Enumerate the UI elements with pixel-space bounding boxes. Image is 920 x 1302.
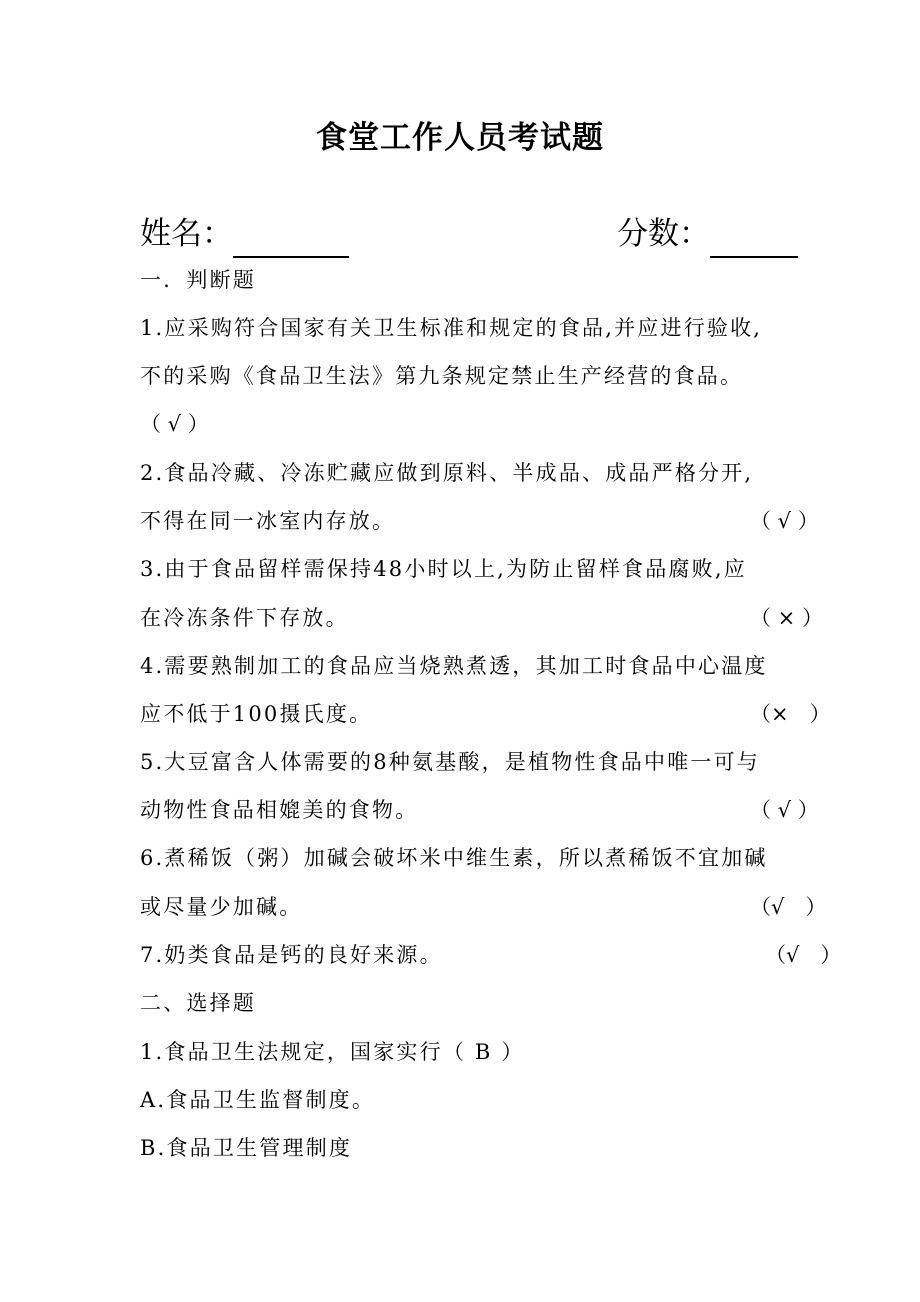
question-answer: （ √ ）: [750, 509, 819, 533]
question-text-line: 7.奶类食品是钙的良好来源。: [140, 943, 443, 967]
question-text-line: 不得在同一冰室内存放。: [140, 509, 396, 533]
question-text-line: 1.应采购符合国家有关卫生标准和规定的食品,并应进行验收,: [140, 316, 763, 340]
question-answer: （ × ）: [750, 606, 823, 630]
question-text-line: 4.需要熟制加工的食品应当烧熟煮透，其加工时食品中心温度: [140, 654, 768, 678]
choice-question: 1.食品卫生法规定，国家实行（ B ）: [140, 1040, 525, 1064]
question-text-line: 不的采购《食品卫生法》第九条规定禁止生产经营的食品。: [140, 364, 744, 388]
question-text-line: 应不低于100摄氏度。: [140, 702, 373, 726]
question-text-line: 在冷冻条件下存放。: [140, 606, 349, 630]
score-blank-line[interactable]: [710, 218, 798, 258]
question-text-line: 3.由于食品留样需保持48小时以上,为防止留样食品腐败,应: [140, 557, 747, 581]
question-answer: （√ ）: [750, 895, 827, 919]
score-label: 分数：: [617, 216, 710, 252]
section-heading-choice: 二、选择题: [140, 991, 256, 1015]
question-text-line: 6.煮稀饭（粥）加碱会破坏米中维生素，所以煮稀饭不宜加碱: [140, 846, 768, 870]
question-text-line: 或尽量少加碱。: [140, 895, 303, 919]
name-label: 姓名：: [140, 216, 233, 252]
name-field: [140, 210, 349, 258]
question-answer: （ √ ）: [750, 798, 819, 822]
score-field: [617, 210, 798, 258]
question-text-line: 2.食品冷藏、冷冻贮藏应做到原料、半成品、成品严格分开,: [140, 461, 754, 485]
page-title: 食堂工作人员考试题: [316, 120, 604, 156]
question-answer: （√ ）: [765, 943, 842, 967]
question-text-line: 动物性食品相媲美的食物。: [140, 798, 419, 822]
choice-option-b: B.食品卫生管理制度: [140, 1136, 353, 1160]
name-blank-line[interactable]: [233, 218, 349, 258]
question-answer: （× ）: [750, 702, 831, 726]
section-heading-judgment: 一．判断题: [140, 268, 256, 292]
choice-option-a: A.食品卫生监督制度。: [140, 1088, 376, 1112]
question-text-line: 5.大豆富含人体需要的8种氨基酸，是植物性食品中唯一可与: [140, 750, 760, 774]
question-answer: （ √ ）: [140, 412, 209, 436]
